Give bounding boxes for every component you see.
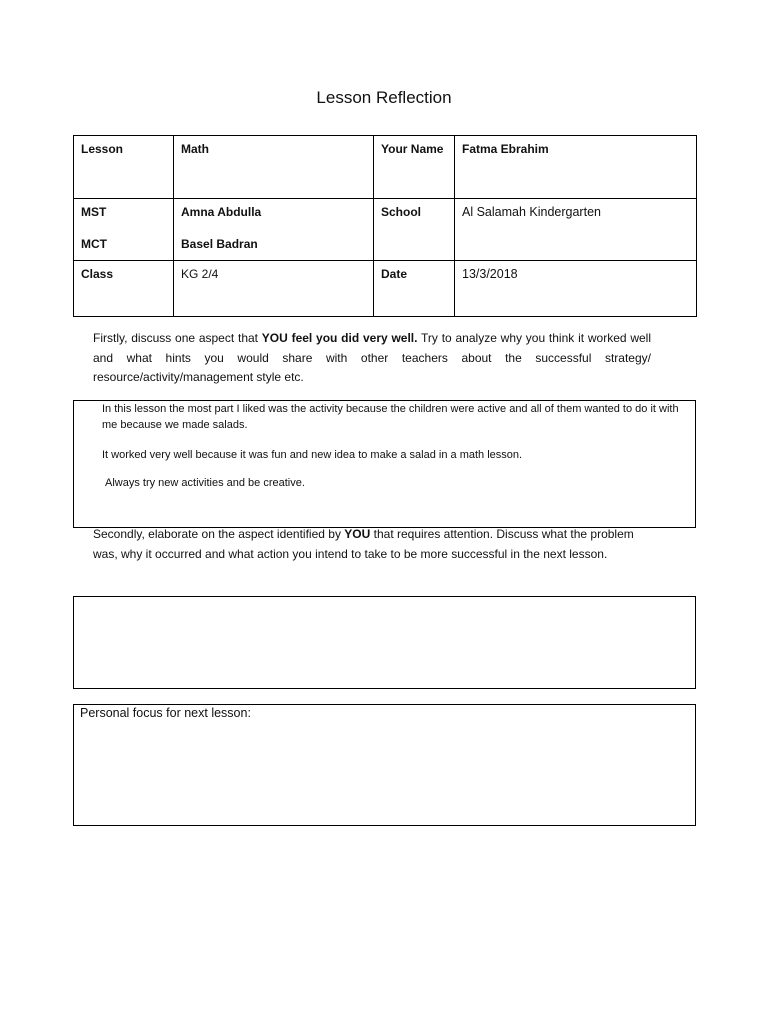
mct-label: MCT (81, 237, 107, 251)
lesson-value: Math (174, 136, 374, 199)
prompt-did-well: Firstly, discuss one aspect that YOU feel you did very well. Try to analyze why you think it worked well and what hints you would share with other teachers about the successful strategy/ resource/activity/management style etc. (93, 331, 651, 384)
lesson-label: Lesson (74, 136, 174, 199)
school-label: School (374, 199, 455, 261)
response-box-needs-attention[interactable] (73, 596, 696, 689)
table-row (74, 261, 697, 317)
school-value: Al Salamah Kindergarten (455, 199, 697, 261)
prompt-needs-attention: Secondly, elaborate on the aspect identified by YOU that requires attention. Discuss what the problem was, why it occurred and what action you intend to take to be more successful in the next lesson. (93, 527, 634, 561)
table-row (74, 136, 697, 199)
response-text: In this lesson the most part I liked was the activity because the children were active and all of them wanted to do it with me because we made salads. (102, 403, 679, 431)
mst-mct-value-cell (174, 199, 374, 261)
mct-value: Basel Badran (181, 237, 258, 251)
your-name-label: Your Name (374, 136, 455, 199)
table-row (74, 199, 697, 261)
mst-value: Amna Abdulla (181, 205, 262, 219)
class-label: Class (74, 261, 174, 317)
personal-focus-label: Personal focus for next lesson: (80, 706, 251, 720)
class-value: KG 2/4 (174, 261, 374, 317)
personal-focus-box[interactable] (73, 704, 696, 826)
response-text: It worked very well because it was fun and new idea to make a salad in a math lesson. (102, 449, 523, 461)
response-text: Always try new activities and be creative. (105, 477, 305, 489)
date-label: Date (374, 261, 455, 317)
lesson-info-table (73, 135, 697, 317)
response-box-did-well[interactable] (73, 400, 696, 528)
mst-label: MST (81, 205, 107, 219)
date-value: 13/3/2018 (455, 261, 697, 317)
mst-mct-label-cell (74, 199, 174, 261)
page-title: Lesson Reflection (316, 88, 452, 107)
your-name-value: Fatma Ebrahim (455, 136, 697, 199)
